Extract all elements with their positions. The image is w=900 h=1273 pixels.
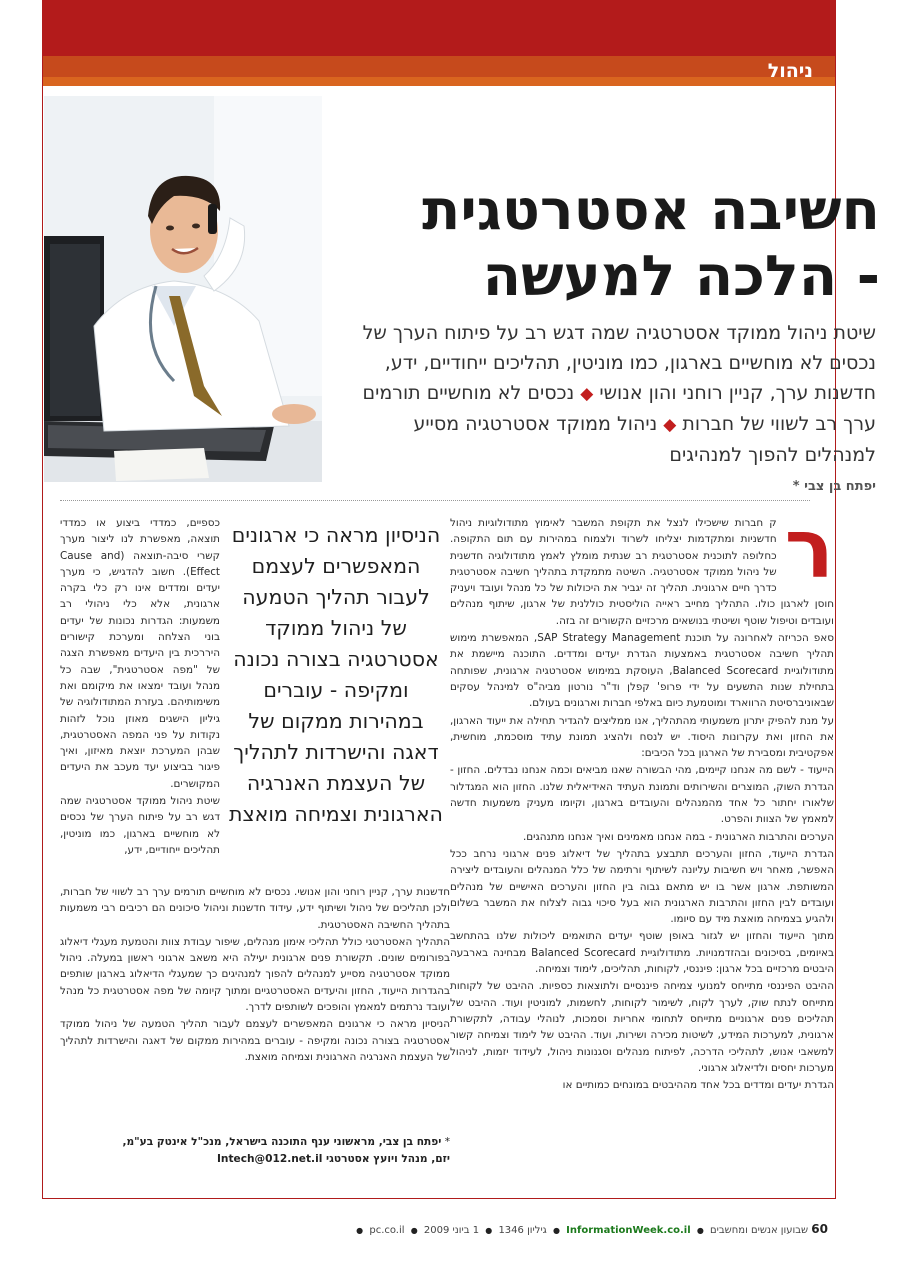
paragraph: על מנת להפיק יתרון משמעותי מהתהליך, אנו ממליצים להגדיר תחילה את ייעוד הארגון, את החזון ואת עקרונות היסוד. יש לנסח ולהציג תמונת עתיד מוסכמת, מוחשית, אפקטיבית ומסבירת של הארגון בכל הכיבים: (450, 714, 834, 760)
domain-link[interactable]: pc.co.il (369, 1225, 405, 1236)
paragraph: הייעוד - לשם מה אנחנו קיימים, מהי הבשורה שאנו מביאים וכמה אנחנו נבדלים. החזון - הגדרת השוק, המוצרים והשירותים ותמונת העתיד האידיאלית שלנו. החזון הוא המגדלור שלאורו יחתור כל אחד מהמנהלים והעובדים בארגון, וקיומו מעניק משמעות חדשה למאמץ של הצוות והפרט. (450, 764, 834, 826)
drop-cap: ר (784, 502, 834, 597)
bullet-icon: ● (696, 1226, 704, 1235)
article-subtitle (356, 318, 876, 470)
subtitle-part-2: נכסים לא מוחשיים תורמים ערך רב לשווי של חברות (362, 382, 876, 435)
article-column-left (60, 515, 220, 859)
site-link[interactable]: InformationWeek.co.il (566, 1225, 691, 1236)
section-label: ניהול (767, 60, 813, 82)
bullet-icon: ● (552, 1226, 560, 1235)
pull-quote: הניסיון מראה כי ארגונים המאפשרים לעצמם לעבור תהליך הטמעה של ניהול ממוקד אסטרטגיה בצורה נכונה ומקיפה - עוברים במהירות ממקום של דאגה והישרדות לתהליך של העצמת האנרגיה הארגונית וצמיחה מואצת (229, 523, 443, 826)
diamond-bullet-icon: ◆ (663, 415, 677, 435)
paragraph: מתוך הייעוד והחזון יש לגזור באופן שוטף יעדים התואמים ליכולות שלנו בהתחשב באיומים, בסיכונים ובהזדמנויות. מתודולוגיית Balanced Scorecard מבחינה בארבעה היבטים מרכזיים בכל ארגון: פיננסי, לקוחות, תהליכים, לימוד וצמיחה. (450, 930, 834, 976)
subtitle-part-1: שיטת ניהול ממוקד אסטרטגיה שמה דגש רב על פיתוח הערך של נכסים לא מוחשיים בארגון, כמו מוניטין, תהליכים ייחודיים, ידע, חדשנות ערך, קניין רוחני והון אנושי (362, 322, 876, 404)
page-number: 60 (811, 1222, 828, 1236)
footnote-line-1: יפתח בן צבי, מראשוני ענף התוכנה בישראל, מנכ"ל אינטק בע"מ, (122, 1136, 442, 1148)
paragraph: הניסיון מראה כי ארגונים המאפשרים לעצמם לעבור תהליך הטמעה של ניהול ממוקד אסטרטגיה בצורה נכונה ומקיפה - עוברים במהירות ממקום של דאגה והישרדות לתהליך של העצמת האנרגיה הארגונית וצמיחה מואצת. (60, 1018, 450, 1063)
bullet-icon: ● (410, 1226, 418, 1235)
issue-number: גיליון 1346 (498, 1225, 547, 1236)
paragraph: התהליך האסטרטגי כולל תהליכי אימון מנהלים, שיפור עבודת צוות והטמעת מעגלי דיאלוג בפורומים שונים. תקשורת פנים ארגונית יעילה היא משאב ארגוני ראשון במעלה. ניהול ממוקד אסטרטגיה מסייע למנהלים להפוך למנהיגים כך שמעגלי הדיאלוג בארגון שותפים בהגדרות הייעוד, החזון והיעדים האסטרטגיים ומתוך קיומה של מפה אסטרטגית כל מנהל ועובד נרתמים למאמץ והופכים לשותפים לדרך. (60, 935, 450, 1014)
paragraph: הערכים והתרבות הארגונית - במה אנחנו מאמינים ואיך אנחנו מתנהגים. (522, 830, 834, 843)
paragraph: הגדרת הייעוד, החזון והערכים תתבצע בתהליך של דיאלוג פנים ארגוני נרחב ככל האפשר, מאחר ויש חשיבות עליונה לשיתוף ורתימה של כלל המנהלים והעובדים ליצירה המשותפת. ארגון אשר בו יש מתאם גבוה בין החזון והערכים האישיים של מנהלים ועובדים לבין החזון והתרבות הארגונית הוא בעל סיכוי גבוה לצלוח את המשבר בשלום ולהגיע בצמיחה מואצת מיד עם סיומו. (450, 847, 834, 926)
paragraph: ההיבט הפיננסי מתייחס למנועי צמיחה פיננסיים ולתוצאות כספיות. ההיבט של לקוחות מתייחס לנתח שוק, לערך לקוח, לשימור לקוחות, לחשמות, למוניטין ועוד. ההיבט של תהליכים פנים ארגוניים מתייחס לתחומי אחריות וסמכות, לנוהלי עבודה, לתקשורת ארגונית, למערכות המידע, לשיטות מכירה ושירות, ועוד. ההיבט של לימוד וצמיחה קשור למשאבי אנוש, לתהליכי הדרכה, לפיתוח מנהלים וסגנונות ניהול, לעידוד יזמות, לניהול מערכות יחסים ולדיאלוג ארגוני. (450, 980, 834, 1074)
bullet-icon: ● (356, 1226, 364, 1235)
diamond-bullet-icon: ◆ (580, 384, 594, 404)
author-asterisk: * (792, 479, 800, 494)
footnote-asterisk: * (444, 1136, 450, 1148)
paragraph: הגדרת יעדים ומדדים בכל אחד מההיבטים במונחים כמותיים או (562, 1079, 834, 1092)
byline-divider (60, 500, 810, 501)
author-name: יפתח בן צבי (804, 479, 876, 494)
bullet-icon: ● (485, 1226, 493, 1235)
paragraph: חדשנות ערך, קניין רוחני והון אנושי. נכסים לא מוחשיים תורמים ערך רב לשווי של חברות, ולכן תהליכים של ניהול ושיתוף ידע, עידוד חדשנות וניהול סיכונים הם רכיבים רבי משמעות בתהליך החשיבה האסטרטגית. (60, 886, 450, 931)
paragraph: סאפ הכריזה לאחרונה על תוכנת SAP Strategy Management, המאפשרת מימוש תהליך חשיבה אסטרטגית באמצעות הגדרת יעדים ומדדים. התוכנה מיישמת את מתודולוגיית Balanced Scorecard, העוסקת במימוש אסטרטגיה ארגונית, שפותחה בתחילת שנות התשעים על ידי פרופ' קפלן וד"ר נורטון מביה"ס למינהל עסקים שבאוניברסיטת הרווארד ומוטמעת כיום באלפי חברות וארגונים בעולם. (450, 632, 834, 710)
doctor-on-phone-photo (44, 96, 322, 482)
article-title: חשיבה אסטרטגית - הלכה למעשה (422, 178, 880, 309)
paragraph: כספיים, כמדדי ביצוע או כמדדי תוצאה, מאפשרת לנו ליצור מערך קשרי סיבה-תוצאה (Cause and Effect). חשוב להדגיש, כי מערך יעדים ומדדים אינו רק כלי בקרה ארגונית, אלא כלי ניהולי רב משמעות: הגדרות נכונות של יעדים בוני הצלחה ומערכת קישורים היררכית בין היעדים מאפשרת הצגה של "מפה אסטרטגית", שבה כל מנהל ועובד ימצאו את מיקומם ואת משימותיהם. בעזרת המתודולוגיה של גיליון הישגים מאוזן נוכל לזהות נקודות על פני המפה האסטרטגית, שבהן המערכת יוצאת מאיזון, ואיך פיגור בביצוע יעד מעכב את היעדים המקושרים. (60, 517, 220, 790)
magazine-name: שבועון אנשים ומחשבים (710, 1225, 809, 1236)
author-byline (793, 479, 876, 494)
subtitle-part-3: ניהול ממוקד אסטרטגיה מסייע למנהלים להפוך למנהיגים (413, 413, 876, 466)
author-footnote (60, 1134, 450, 1168)
paragraph: שיטת ניהול ממוקד אסטרטגיה שמה דגש רב על פיתוח הערך של נכסים לא מוחשיים בארגון, כמו מוניטין, תהליכים ייחודיים, ידע, (60, 795, 220, 856)
paragraph: ק חברות שישכילו לנצל את תקופת המשבר לאימוץ מתודולוגיות ניהול חדשניות ומתקדמות יצליחו לשרוד ולצמוח במהירות עם תום התקופה. כחלופה לתוכנית אסטרטגית רב שנתית מומלץ לאמץ מתודולוגיה חדשנית של ניהול ממוקד אסטרטגיה. השיטה מתמקדת בתהליך חשיבה אסטרטגית כדרך חיים ארגונית. תהליך זה יגביר את היכולות של כל מנהל ועובד ויעניק חוסן לארגון כולו. התהליך מחייב ראייה הוליסטית כוללנית של ארגון, שיתוף מנהלים ועובדים וטיפול שוטף ושיטתי בנושאים מרכזיים הקשורים זה בזה. (450, 517, 834, 627)
article-column-bottom (60, 884, 450, 1066)
page-footer (300, 1222, 828, 1240)
issue-date: 1 ביוני 2009 (423, 1225, 480, 1236)
footnote-line-2: יזם, מנהל ויועץ אסטרטגי Intech@012.net.il (216, 1153, 450, 1165)
article-column-right (450, 502, 834, 1094)
